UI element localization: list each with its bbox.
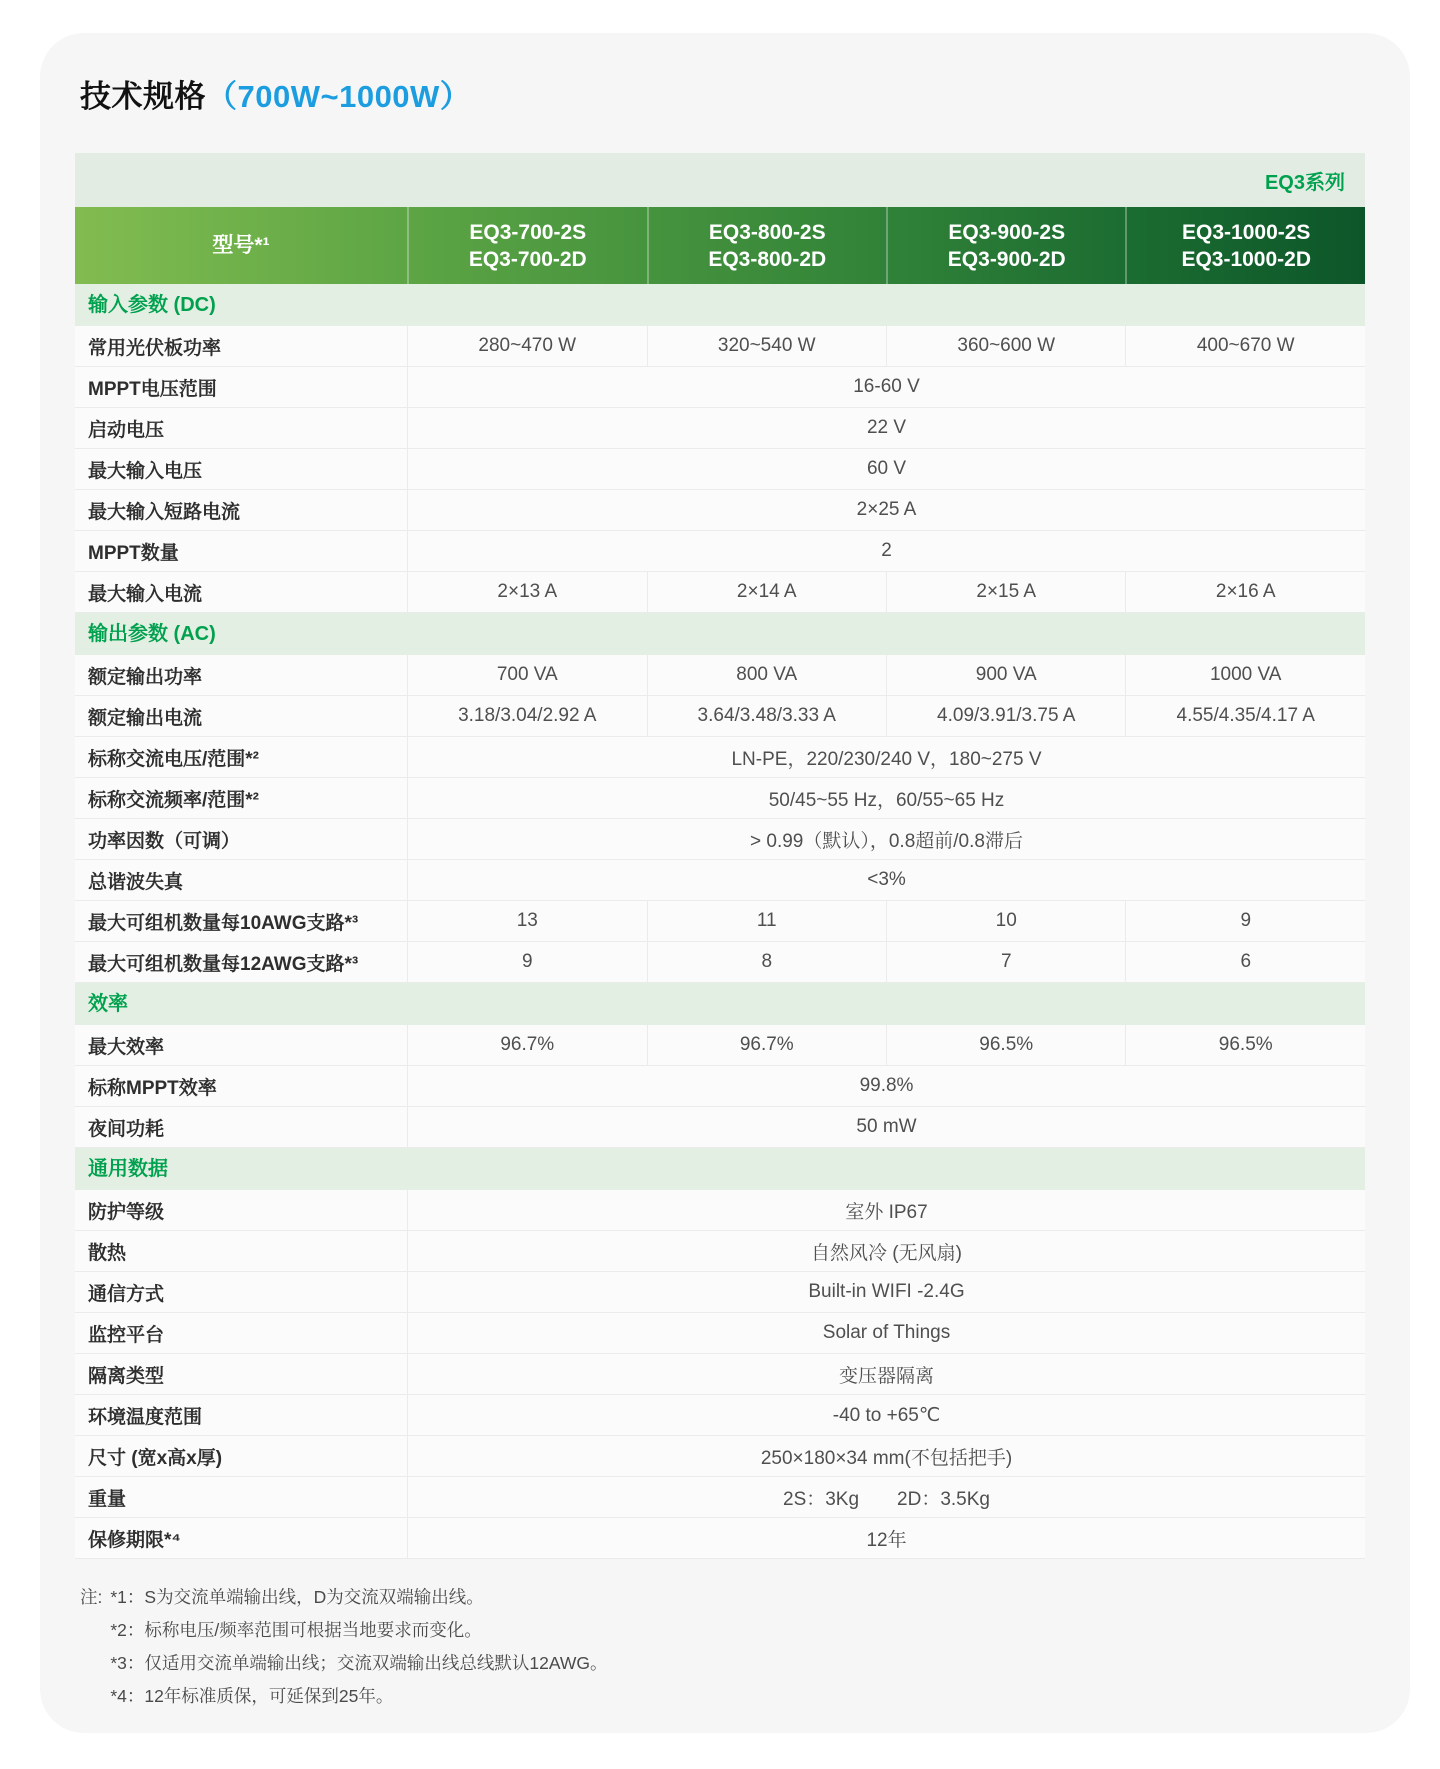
spec-label: 最大可组机数量每10AWG支路*³ (88, 912, 359, 934)
spec-row (75, 1477, 1365, 1518)
spec-row (75, 1518, 1365, 1559)
spec-label: 标称交流电压/范围*² (88, 748, 260, 770)
spec-value: 2×16 A (1125, 572, 1364, 612)
model-name: EQ3-1000-2S (1182, 220, 1311, 244)
spec-value: 3.18/3.04/2.92 A (407, 696, 646, 736)
spec-row (75, 572, 1365, 613)
series-badge: EQ3系列 (1264, 171, 1345, 194)
spec-value: 3.64/3.48/3.33 A (647, 696, 886, 736)
section-header: 输出参数 (AC) (75, 613, 1365, 655)
spec-value-span: 2×25 A (407, 490, 1365, 530)
spec-value: 280~470 W (407, 326, 646, 366)
model-name: EQ3-1000-2D (1181, 247, 1312, 271)
section-header: 效率 (75, 983, 1365, 1025)
spec-row (75, 1231, 1365, 1272)
spec-label: 常用光伏板功率 (88, 337, 222, 359)
note-items (110, 1581, 607, 1713)
spec-value: 7 (886, 942, 1125, 982)
header-model-800 (647, 207, 886, 284)
page-title-text: 技术规格 (80, 79, 206, 114)
spec-value-span: 99.8% (407, 1066, 1365, 1106)
spec-value: 96.5% (886, 1025, 1125, 1065)
spec-label: 总谐波失真 (88, 871, 184, 893)
spec-label: 最大可组机数量每12AWG支路*³ (88, 953, 359, 975)
spec-row (75, 408, 1365, 449)
spec-value-span: 变压器隔离 (407, 1354, 1365, 1394)
spec-value: 96.7% (647, 1025, 886, 1065)
spec-label: 标称交流频率/范围*² (88, 789, 260, 811)
spec-value: 700 VA (407, 655, 646, 695)
model-name: EQ3-700-2S (469, 220, 587, 244)
spec-value: 900 VA (886, 655, 1125, 695)
spec-value: 13 (407, 901, 646, 941)
note-line: *4：12年标准质保，可延保到25年。 (110, 1686, 394, 1706)
spec-value-span: 250×180×34 mm(不包括把手) (407, 1436, 1365, 1476)
spec-value-span: <3% (407, 860, 1365, 900)
model-name: EQ3-800-2D (708, 247, 827, 271)
spec-label: MPPT数量 (88, 542, 179, 564)
note-line: *2：标称电压/频率范围可根据当地要求而变化。 (110, 1620, 482, 1640)
spec-label: 环境温度范围 (88, 1406, 203, 1428)
spec-row (75, 490, 1365, 531)
header-model-700 (407, 207, 646, 284)
header-model-900 (886, 207, 1125, 284)
spec-value-span: 50 mW (407, 1107, 1365, 1147)
spec-label: 最大效率 (88, 1036, 165, 1058)
spec-row (75, 1066, 1365, 1107)
spec-row (75, 696, 1365, 737)
spec-value-span: -40 to +65℃ (407, 1395, 1365, 1435)
spec-value-span: 2S：3Kg 2D：3.5Kg (407, 1477, 1365, 1517)
note-line: *3：仅适用交流单端输出线；交流双端输出线总线默认12AWG。 (110, 1653, 608, 1673)
spec-value-span: 室外 IP67 (407, 1190, 1365, 1230)
spec-value: 96.5% (1125, 1025, 1364, 1065)
spec-label: 额定输出功率 (88, 666, 203, 688)
model-name: EQ3-900-2S (948, 220, 1066, 244)
spec-value: 8 (647, 942, 886, 982)
spec-value: 10 (886, 901, 1125, 941)
model-name: EQ3-700-2D (468, 247, 587, 271)
spec-value-span: Built-in WIFI -2.4G (407, 1272, 1365, 1312)
spec-row (75, 1313, 1365, 1354)
spec-row (75, 1395, 1365, 1436)
spec-label: 标称MPPT效率 (88, 1077, 217, 1099)
spec-value: 2×13 A (407, 572, 646, 612)
spec-row (75, 1107, 1365, 1148)
spec-value: 360~600 W (886, 326, 1125, 366)
spec-value: 320~540 W (647, 326, 886, 366)
spec-label: 尺寸 (宽x高x厚) (88, 1447, 223, 1469)
spec-value-span: 12年 (407, 1518, 1365, 1558)
spec-value: 2×14 A (647, 572, 886, 612)
note-line: *1：S为交流单端输出线，D为交流双端输出线。 (110, 1587, 484, 1607)
series-banner (75, 153, 1365, 207)
spec-label: 重量 (88, 1488, 127, 1510)
model-name: EQ3-900-2D (947, 247, 1066, 271)
spec-row (75, 1436, 1365, 1477)
table-header-row (75, 207, 1365, 284)
spec-label: 启动电压 (88, 419, 165, 441)
spec-label: 额定输出电流 (88, 707, 203, 729)
page-title (80, 71, 471, 116)
notes-prefix: 注: (80, 1587, 103, 1607)
spec-value-span: > 0.99（默认），0.8超前/0.8滞后 (407, 819, 1365, 859)
spec-row (75, 367, 1365, 408)
spec-value: 6 (1125, 942, 1364, 982)
spec-label: 夜间功耗 (88, 1118, 165, 1140)
section-header: 输入参数 (DC) (75, 284, 1365, 326)
section-header: 通用数据 (75, 1148, 1365, 1190)
header-model-label: 型号*¹ (212, 234, 270, 257)
spec-value: 4.55/4.35/4.17 A (1125, 696, 1364, 736)
spec-label: 防护等级 (88, 1201, 165, 1223)
spec-value: 11 (647, 901, 886, 941)
spec-row (75, 449, 1365, 490)
spec-row (75, 1025, 1365, 1066)
spec-row (75, 655, 1365, 696)
spec-row (75, 326, 1365, 367)
spec-row (75, 1190, 1365, 1231)
spec-row (75, 778, 1365, 819)
spec-value: 2×15 A (886, 572, 1125, 612)
spec-value-span: 50/45~55 Hz，60/55~65 Hz (407, 778, 1365, 818)
spec-label: 功率因数（可调） (88, 830, 241, 852)
spec-value: 1000 VA (1125, 655, 1364, 695)
spec-row (75, 1354, 1365, 1395)
spec-value: 96.7% (407, 1025, 646, 1065)
spec-value: 9 (1125, 901, 1364, 941)
spec-value: 400~670 W (1125, 326, 1364, 366)
spec-value-span: 60 V (407, 449, 1365, 489)
model-name: EQ3-800-2S (708, 220, 826, 244)
spec-table (75, 153, 1365, 1559)
spec-label: 通信方式 (88, 1283, 165, 1305)
spec-label: 隔离类型 (88, 1365, 165, 1387)
spec-value-span: LN-PE，220/230/240 V，180~275 V (407, 737, 1365, 777)
spec-value-span: 16-60 V (407, 367, 1365, 407)
spec-value: 4.09/3.91/3.75 A (886, 696, 1125, 736)
page-title-range: （700W~1000W） (206, 79, 472, 114)
spec-row (75, 942, 1365, 983)
spec-label: 保修期限*⁴ (88, 1529, 181, 1551)
spec-row (75, 819, 1365, 860)
spec-row (75, 901, 1365, 942)
spec-row (75, 531, 1365, 572)
spec-label: MPPT电压范围 (88, 378, 217, 400)
header-model-1000 (1125, 207, 1364, 284)
spec-value: 800 VA (647, 655, 886, 695)
spec-value-span: Solar of Things (407, 1313, 1365, 1353)
spec-row (75, 1272, 1365, 1313)
spec-row (75, 737, 1365, 778)
spec-label: 散热 (88, 1242, 127, 1264)
spec-value-span: 2 (407, 531, 1365, 571)
spec-value: 9 (407, 942, 646, 982)
spec-value-span: 22 V (407, 408, 1365, 448)
spec-card (40, 33, 1410, 1733)
spec-label: 最大输入电压 (88, 460, 203, 482)
spec-value-span: 自然风冷 (无风扇) (407, 1231, 1365, 1271)
spec-label: 最大输入短路电流 (88, 501, 241, 523)
table-body (75, 284, 1365, 1559)
footnotes (80, 1581, 608, 1713)
spec-label: 最大输入电流 (88, 583, 203, 605)
spec-row (75, 860, 1365, 901)
spec-label: 监控平台 (88, 1324, 165, 1346)
